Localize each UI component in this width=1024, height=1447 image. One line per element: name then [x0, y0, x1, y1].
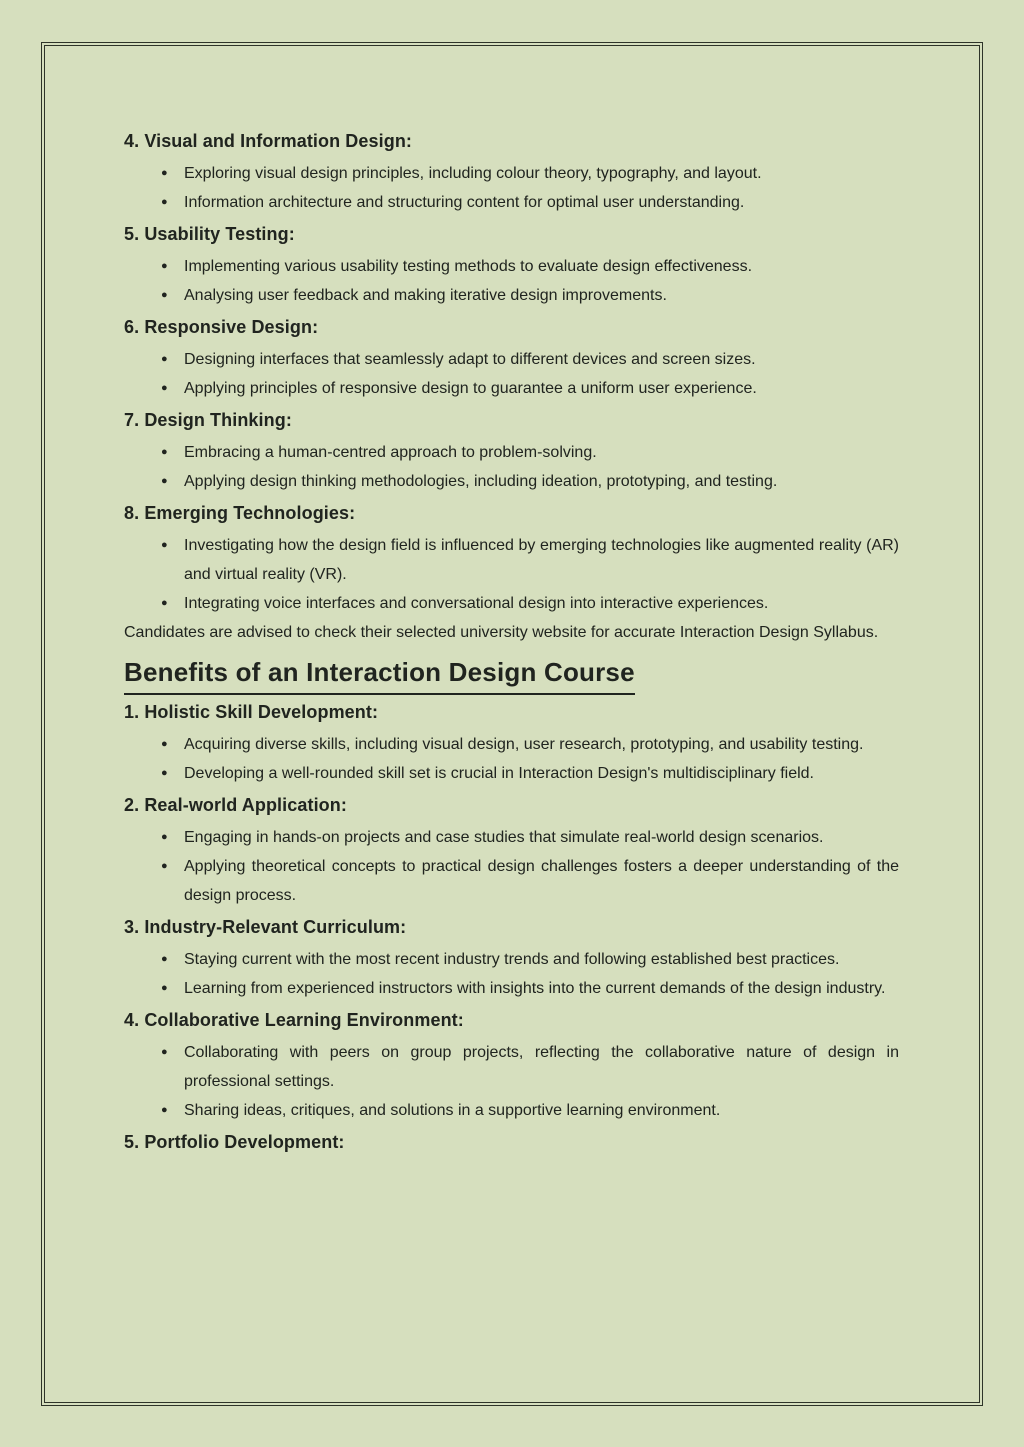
list-item-text: Engaging in hands-on projects and case studies that simulate real-world design scenarios. [184, 829, 824, 846]
list-item [124, 589, 899, 618]
list-item [124, 823, 899, 852]
section-title [124, 652, 899, 695]
bullet-icon: ● [161, 597, 168, 609]
list-item-text: Learning from experienced instructors with insights into the current demands of the design industry. [184, 980, 886, 997]
document-content [45, 46, 979, 1160]
bullet-icon: ● [161, 1046, 168, 1058]
list-item-text: Information architecture and structuring content for optimal user understanding. [184, 194, 745, 211]
bullet-icon: ● [161, 982, 168, 994]
list-item [124, 159, 899, 188]
list-item [124, 974, 899, 1003]
list-item-text: Designing interfaces that seamlessly adapt to different devices and screen sizes. [184, 351, 756, 368]
list-item [124, 852, 899, 910]
numbered-heading: 4. Visual and Information Design: [124, 131, 413, 151]
numbered-heading: 6. Responsive Design: [124, 317, 319, 337]
list-item-text: Applying theoretical concepts to practical design challenges fosters a deeper understanding of the design process. [184, 858, 899, 904]
list-item-text: Exploring visual design principles, including colour theory, typography, and layout. [184, 165, 762, 182]
list-item-text: Developing a well-rounded skill set is crucial in Interaction Design's multidisciplinary field. [184, 765, 814, 782]
list-item-text: Investigating how the design field is influenced by emerging technologies like augmented reality (AR) and virtual reality (VR). [184, 537, 899, 583]
bullet-icon: ● [161, 260, 168, 272]
bullet-icon: ● [161, 446, 168, 458]
list-item-text: Staying current with the most recent industry trends and following established best practices. [184, 951, 840, 968]
bullet-icon: ● [161, 353, 168, 365]
bullet-icon: ● [161, 539, 168, 551]
list-item-text: Applying design thinking methodologies, including ideation, prototyping, and testing. [184, 473, 778, 490]
list-item-text: Integrating voice interfaces and conversational design into interactive experiences. [184, 595, 769, 612]
bullet-icon: ● [161, 860, 168, 872]
page-border-outer [41, 42, 983, 1406]
list-item [124, 467, 899, 496]
list-item [124, 188, 899, 217]
list-item [124, 345, 899, 374]
bullet-icon: ● [161, 738, 168, 750]
list-item [124, 531, 899, 589]
bullet-icon: ● [161, 953, 168, 965]
bullet-icon: ● [161, 196, 168, 208]
list-item [124, 438, 899, 467]
list-item [124, 1096, 899, 1125]
numbered-heading: 1. Holistic Skill Development: [124, 702, 379, 722]
bullet-icon: ● [161, 475, 168, 487]
list-item-text: Embracing a human-centred approach to problem-solving. [184, 444, 597, 461]
bullet-icon: ● [161, 831, 168, 843]
bullet-icon: ● [161, 1104, 168, 1116]
list-item [124, 730, 899, 759]
section-title-text: Benefits of an Interaction Design Course [124, 652, 635, 695]
list-item-text: Acquiring diverse skills, including visual design, user research, prototyping, and usability testing. [184, 736, 864, 753]
list-item-text: Sharing ideas, critiques, and solutions in a supportive learning environment. [184, 1102, 721, 1119]
numbered-heading: 4. Collaborative Learning Environment: [124, 1010, 464, 1030]
list-item [124, 281, 899, 310]
numbered-heading: 2. Real-world Application: [124, 795, 347, 815]
list-item-text: Implementing various usability testing methods to evaluate design effectiveness. [184, 258, 753, 275]
list-item-text: Collaborating with peers on group projects, reflecting the collaborative nature of design in professional settings. [184, 1044, 899, 1090]
paragraph: Candidates are advised to check their selected university website for accurate Interaction Design Syllabus. [124, 624, 879, 641]
list-item [124, 945, 899, 974]
bullet-icon: ● [161, 289, 168, 301]
numbered-heading: 8. Emerging Technologies: [124, 503, 356, 523]
bullet-icon: ● [161, 167, 168, 179]
list-item-text: Applying principles of responsive design to guarantee a uniform user experience. [184, 380, 757, 397]
numbered-heading: 7. Design Thinking: [124, 410, 292, 430]
list-item-text: Analysing user feedback and making iterative design improvements. [184, 287, 667, 304]
list-item [124, 1038, 899, 1096]
numbered-heading: 3. Industry-Relevant Curriculum: [124, 917, 407, 937]
bullet-icon: ● [161, 382, 168, 394]
numbered-heading: 5. Portfolio Development: [124, 1132, 345, 1152]
list-item [124, 374, 899, 403]
page-border-inner [44, 45, 980, 1403]
bullet-icon: ● [161, 767, 168, 779]
list-item [124, 252, 899, 281]
list-item [124, 759, 899, 788]
numbered-heading: 5. Usability Testing: [124, 224, 295, 244]
